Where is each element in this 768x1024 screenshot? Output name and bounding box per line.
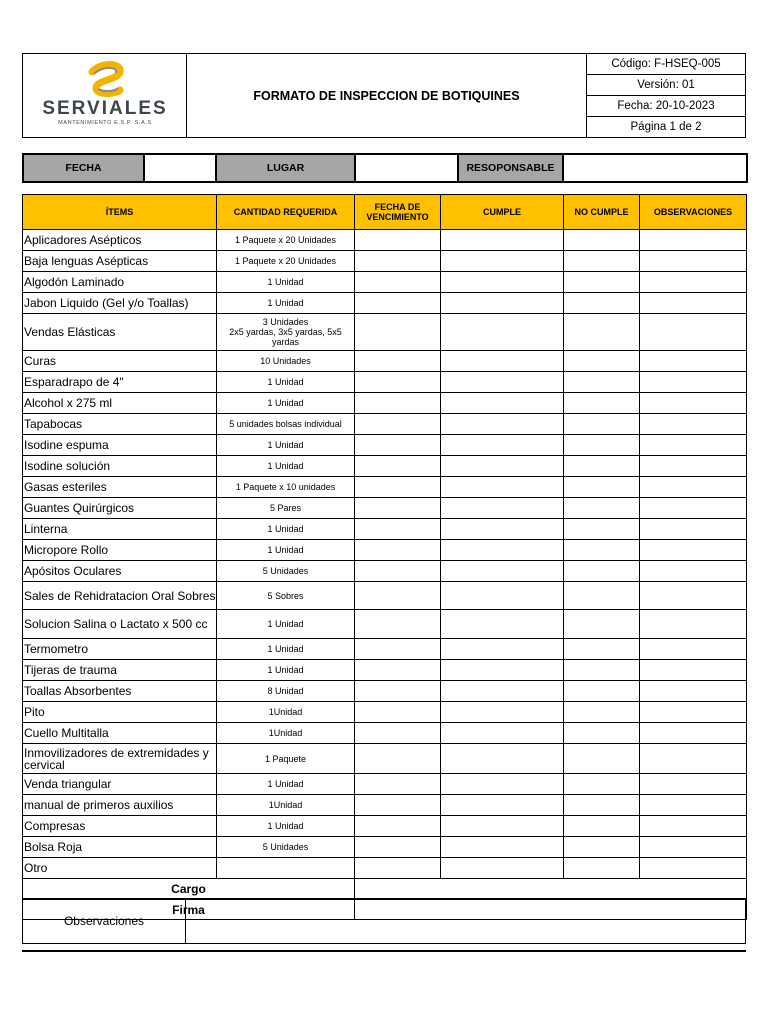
vencimiento-cell[interactable]: [355, 702, 441, 723]
lugar-label: LUGAR: [216, 154, 355, 182]
no-cumple-cell[interactable]: [564, 456, 640, 477]
item-quantity: 1 Unidad: [217, 393, 355, 414]
no-cumple-cell[interactable]: [564, 816, 640, 837]
table-row: [23, 744, 747, 774]
item-name: Venda triangular: [23, 774, 217, 795]
item-name: manual de primeros auxilios: [23, 795, 217, 816]
cumple-cell[interactable]: [441, 414, 564, 435]
item-name: Guantes Quirúrgicos: [23, 498, 217, 519]
vencimiento-cell[interactable]: [355, 519, 441, 540]
item-name: Esparadrapo de 4": [23, 372, 217, 393]
item-quantity: 1Unidad: [217, 795, 355, 816]
observaciones-label: Observaciones: [23, 899, 186, 944]
item-name: Linterna: [23, 519, 217, 540]
observaciones-cell[interactable]: [640, 837, 747, 858]
item-name: Pito: [23, 702, 217, 723]
item-name: Vendas Elásticas: [23, 314, 217, 351]
table-row: [23, 816, 747, 837]
table-row: [23, 272, 747, 293]
table-row: [23, 610, 747, 639]
vencimiento-cell[interactable]: [355, 723, 441, 744]
table-row: [23, 477, 747, 498]
observaciones-cell[interactable]: [640, 744, 747, 774]
item-name: Compresas: [23, 816, 217, 837]
no-cumple-cell[interactable]: [564, 858, 640, 879]
info-row: [22, 153, 748, 183]
cumple-cell[interactable]: [441, 519, 564, 540]
vencimiento-cell[interactable]: [355, 498, 441, 519]
col-header-cumple: CUMPLE: [441, 195, 564, 230]
col-header-vencimiento: FECHA DE VENCIMIENTO: [355, 195, 441, 230]
item-name: Isodine espuma: [23, 435, 217, 456]
table-row: [23, 702, 747, 723]
item-name: Otro: [23, 858, 217, 879]
observaciones-cell[interactable]: [640, 660, 747, 681]
vencimiento-cell[interactable]: [355, 639, 441, 660]
inspection-table: [22, 194, 747, 920]
cumple-cell[interactable]: [441, 639, 564, 660]
no-cumple-cell[interactable]: [564, 393, 640, 414]
cumple-cell[interactable]: [441, 435, 564, 456]
item-quantity: 1 Unidad: [217, 540, 355, 561]
no-cumple-cell[interactable]: [564, 744, 640, 774]
item-quantity: 1 Unidad: [217, 639, 355, 660]
observaciones-cell[interactable]: [640, 639, 747, 660]
company-logo: [23, 54, 187, 138]
responsable-label: RESOPONSABLE: [458, 154, 563, 182]
cumple-cell[interactable]: [441, 540, 564, 561]
no-cumple-cell[interactable]: [564, 435, 640, 456]
no-cumple-cell[interactable]: [564, 610, 640, 639]
no-cumple-cell[interactable]: [564, 639, 640, 660]
no-cumple-cell[interactable]: [564, 681, 640, 702]
observaciones-cell[interactable]: [640, 414, 747, 435]
document-header: [22, 53, 746, 138]
cumple-cell[interactable]: [441, 795, 564, 816]
table-header-row: [23, 195, 747, 230]
cumple-cell[interactable]: [441, 858, 564, 879]
cumple-cell[interactable]: [441, 744, 564, 774]
cumple-cell[interactable]: [441, 272, 564, 293]
vencimiento-cell[interactable]: [355, 816, 441, 837]
cargo-row: [23, 879, 747, 900]
table-row: [23, 393, 747, 414]
table-row: [23, 837, 747, 858]
item-name: Isodine solución: [23, 456, 217, 477]
vencimiento-cell[interactable]: [355, 293, 441, 314]
vencimiento-cell[interactable]: [355, 795, 441, 816]
observaciones-cell[interactable]: [640, 681, 747, 702]
no-cumple-cell[interactable]: [564, 314, 640, 351]
item-name: Bolsa Roja: [23, 837, 217, 858]
responsable-field[interactable]: [563, 154, 747, 182]
vencimiento-cell[interactable]: [355, 314, 441, 351]
observaciones-cell[interactable]: [640, 372, 747, 393]
vencimiento-cell[interactable]: [355, 477, 441, 498]
item-quantity: 1 Unidad: [217, 519, 355, 540]
item-name: Termometro: [23, 639, 217, 660]
cumple-cell[interactable]: [441, 314, 564, 351]
no-cumple-cell[interactable]: [564, 774, 640, 795]
item-name: Micropore Rollo: [23, 540, 217, 561]
observaciones-cell[interactable]: [640, 723, 747, 744]
cumple-cell[interactable]: [441, 582, 564, 610]
item-name: Jabon Liquido (Gel y/o Toallas): [23, 293, 217, 314]
vencimiento-cell[interactable]: [355, 681, 441, 702]
item-name: Sales de Rehidratacion Oral Sobres: [23, 582, 217, 610]
table-row: [23, 681, 747, 702]
table-row: [23, 561, 747, 582]
vencimiento-cell[interactable]: [355, 435, 441, 456]
observaciones-cell[interactable]: [640, 540, 747, 561]
item-quantity: 5 Unidades: [217, 837, 355, 858]
item-quantity: 5 Sobres: [217, 582, 355, 610]
col-header-items: ÍTEMS: [23, 195, 217, 230]
no-cumple-cell[interactable]: [564, 372, 640, 393]
item-name: Alcohol x 275 ml: [23, 393, 217, 414]
item-quantity: 1 Paquete x 20 Unidades: [217, 230, 355, 251]
item-name: Tapabocas: [23, 414, 217, 435]
observaciones-cell[interactable]: [640, 230, 747, 251]
table-row: [23, 774, 747, 795]
item-name: Toallas Absorbentes: [23, 681, 217, 702]
no-cumple-cell[interactable]: [564, 795, 640, 816]
document-version: Versión: 01: [587, 75, 746, 96]
no-cumple-cell[interactable]: [564, 293, 640, 314]
vencimiento-cell[interactable]: [355, 540, 441, 561]
table-row: [23, 351, 747, 372]
table-row: [23, 251, 747, 272]
lugar-field[interactable]: [355, 154, 458, 182]
cumple-cell[interactable]: [441, 774, 564, 795]
table-row: [23, 414, 747, 435]
col-header-no-cumple: NO CUMPLE: [564, 195, 640, 230]
observaciones-box: [22, 898, 746, 944]
bottom-divider: [22, 950, 746, 952]
no-cumple-cell[interactable]: [564, 540, 640, 561]
observaciones-cell[interactable]: [640, 477, 747, 498]
cumple-cell[interactable]: [441, 351, 564, 372]
cumple-cell[interactable]: [441, 393, 564, 414]
cumple-cell[interactable]: [441, 561, 564, 582]
item-name: Aplicadores Asépticos: [23, 230, 217, 251]
no-cumple-cell[interactable]: [564, 702, 640, 723]
table-row: [23, 858, 747, 879]
item-name: Gasas esteriles: [23, 477, 217, 498]
no-cumple-cell[interactable]: [564, 351, 640, 372]
observaciones-cell[interactable]: [640, 456, 747, 477]
item-quantity: 1 Unidad: [217, 372, 355, 393]
table-row: [23, 435, 747, 456]
table-row: [23, 519, 747, 540]
no-cumple-cell[interactable]: [564, 519, 640, 540]
document-page: Página 1 de 2: [587, 117, 746, 138]
cumple-cell[interactable]: [441, 293, 564, 314]
cumple-cell[interactable]: [441, 498, 564, 519]
fecha-label: FECHA: [23, 154, 144, 182]
item-quantity: 1Unidad: [217, 702, 355, 723]
vencimiento-cell[interactable]: [355, 272, 441, 293]
cumple-cell[interactable]: [441, 723, 564, 744]
vencimiento-cell[interactable]: [355, 582, 441, 610]
item-quantity: 5 unidades bolsas individual: [217, 414, 355, 435]
no-cumple-cell[interactable]: [564, 272, 640, 293]
item-quantity: 8 Unidad: [217, 681, 355, 702]
vencimiento-cell[interactable]: [355, 610, 441, 639]
table-row: [23, 498, 747, 519]
observaciones-cell[interactable]: [640, 561, 747, 582]
item-quantity: 1Unidad: [217, 723, 355, 744]
observaciones-cell[interactable]: [640, 498, 747, 519]
document-date: Fecha: 20-10-2023: [587, 96, 746, 117]
item-quantity: 5 Unidades: [217, 561, 355, 582]
item-quantity: [217, 858, 355, 879]
logo-text: SERVIALES: [41, 98, 168, 119]
observaciones-cell[interactable]: [640, 435, 747, 456]
item-quantity: 1 Paquete: [217, 744, 355, 774]
no-cumple-cell[interactable]: [564, 251, 640, 272]
vencimiento-cell[interactable]: [355, 230, 441, 251]
item-quantity: 1 Unidad: [217, 272, 355, 293]
col-header-cantidad: CANTIDAD REQUERIDA: [217, 195, 355, 230]
observaciones-cell[interactable]: [640, 702, 747, 723]
vencimiento-cell[interactable]: [355, 351, 441, 372]
item-quantity: 10 Unidades: [217, 351, 355, 372]
no-cumple-cell[interactable]: [564, 660, 640, 681]
table-row: [23, 314, 747, 351]
vencimiento-cell[interactable]: [355, 372, 441, 393]
table-row: [23, 795, 747, 816]
vencimiento-cell[interactable]: [355, 251, 441, 272]
item-name: Baja lenguas Asépticas: [23, 251, 217, 272]
observaciones-cell[interactable]: [640, 272, 747, 293]
cumple-cell[interactable]: [441, 477, 564, 498]
observaciones-cell[interactable]: [640, 816, 747, 837]
item-quantity: 1 Paquete x 20 Unidades: [217, 251, 355, 272]
fecha-field[interactable]: [144, 154, 216, 182]
item-quantity: 1 Unidad: [217, 435, 355, 456]
no-cumple-cell[interactable]: [564, 561, 640, 582]
item-quantity: 1 Unidad: [217, 293, 355, 314]
cumple-cell[interactable]: [441, 681, 564, 702]
observaciones-cell[interactable]: [640, 351, 747, 372]
item-quantity: 1 Unidad: [217, 774, 355, 795]
serviales-logo-icon: [30, 58, 180, 128]
observaciones-field[interactable]: [186, 899, 746, 944]
table-row: [23, 372, 747, 393]
cumple-cell[interactable]: [441, 610, 564, 639]
vencimiento-cell[interactable]: [355, 774, 441, 795]
vencimiento-cell[interactable]: [355, 561, 441, 582]
col-header-observaciones: OBSERVACIONES: [640, 195, 747, 230]
item-quantity: 1 Unidad: [217, 816, 355, 837]
observaciones-cell[interactable]: [640, 582, 747, 610]
observaciones-cell[interactable]: [640, 393, 747, 414]
item-quantity: 1 Unidad: [217, 456, 355, 477]
observaciones-cell[interactable]: [640, 774, 747, 795]
observaciones-cell[interactable]: [640, 858, 747, 879]
table-row: [23, 230, 747, 251]
cargo-field[interactable]: [355, 879, 747, 900]
vencimiento-cell[interactable]: [355, 837, 441, 858]
observaciones-cell[interactable]: [640, 795, 747, 816]
observaciones-cell[interactable]: [640, 293, 747, 314]
observaciones-cell[interactable]: [640, 610, 747, 639]
document-title: FORMATO DE INSPECCION DE BOTIQUINES: [187, 54, 587, 138]
table-row: [23, 540, 747, 561]
cumple-cell[interactable]: [441, 816, 564, 837]
observaciones-cell[interactable]: [640, 251, 747, 272]
logo-subtext: MANTENIMIENTO E.S.P. S.A.S: [57, 120, 152, 126]
firma-label: Firma: [23, 900, 355, 920]
item-name: Algodón Laminado: [23, 272, 217, 293]
item-name: Tijeras de trauma: [23, 660, 217, 681]
item-quantity: 1 Unidad: [217, 660, 355, 681]
vencimiento-cell[interactable]: [355, 858, 441, 879]
no-cumple-cell[interactable]: [564, 414, 640, 435]
item-name: Solucion Salina o Lactato x 500 cc: [23, 610, 217, 639]
cumple-cell[interactable]: [441, 837, 564, 858]
table-row: [23, 582, 747, 610]
cumple-cell[interactable]: [441, 230, 564, 251]
item-name: Cuello Multitalla: [23, 723, 217, 744]
no-cumple-cell[interactable]: [564, 477, 640, 498]
item-quantity: 1 Paquete x 10 unidades: [217, 477, 355, 498]
cumple-cell[interactable]: [441, 660, 564, 681]
table-row: [23, 723, 747, 744]
cumple-cell[interactable]: [441, 372, 564, 393]
no-cumple-cell[interactable]: [564, 498, 640, 519]
cumple-cell[interactable]: [441, 456, 564, 477]
item-quantity: 1 Unidad: [217, 610, 355, 639]
cargo-label: Cargo: [23, 879, 355, 900]
table-row: [23, 660, 747, 681]
cumple-cell[interactable]: [441, 702, 564, 723]
observaciones-cell[interactable]: [640, 519, 747, 540]
vencimiento-cell[interactable]: [355, 744, 441, 774]
table-row: [23, 639, 747, 660]
document-code: Código: F-HSEQ-005: [587, 54, 746, 75]
item-name: Curas: [23, 351, 217, 372]
item-name: Inmovilizadores de extremidades y cervical: [23, 744, 217, 774]
vencimiento-cell[interactable]: [355, 660, 441, 681]
cumple-cell[interactable]: [441, 251, 564, 272]
item-quantity: 3 Unidades 2x5 yardas, 3x5 yardas, 5x5 yardas: [217, 314, 355, 351]
no-cumple-cell[interactable]: [564, 230, 640, 251]
table-row: [23, 456, 747, 477]
observaciones-cell[interactable]: [640, 314, 747, 351]
vencimiento-cell[interactable]: [355, 393, 441, 414]
no-cumple-cell[interactable]: [564, 723, 640, 744]
item-name: Apósitos Oculares: [23, 561, 217, 582]
vencimiento-cell[interactable]: [355, 414, 441, 435]
item-quantity: 5 Pares: [217, 498, 355, 519]
no-cumple-cell[interactable]: [564, 837, 640, 858]
table-row: [23, 293, 747, 314]
no-cumple-cell[interactable]: [564, 582, 640, 610]
vencimiento-cell[interactable]: [355, 456, 441, 477]
